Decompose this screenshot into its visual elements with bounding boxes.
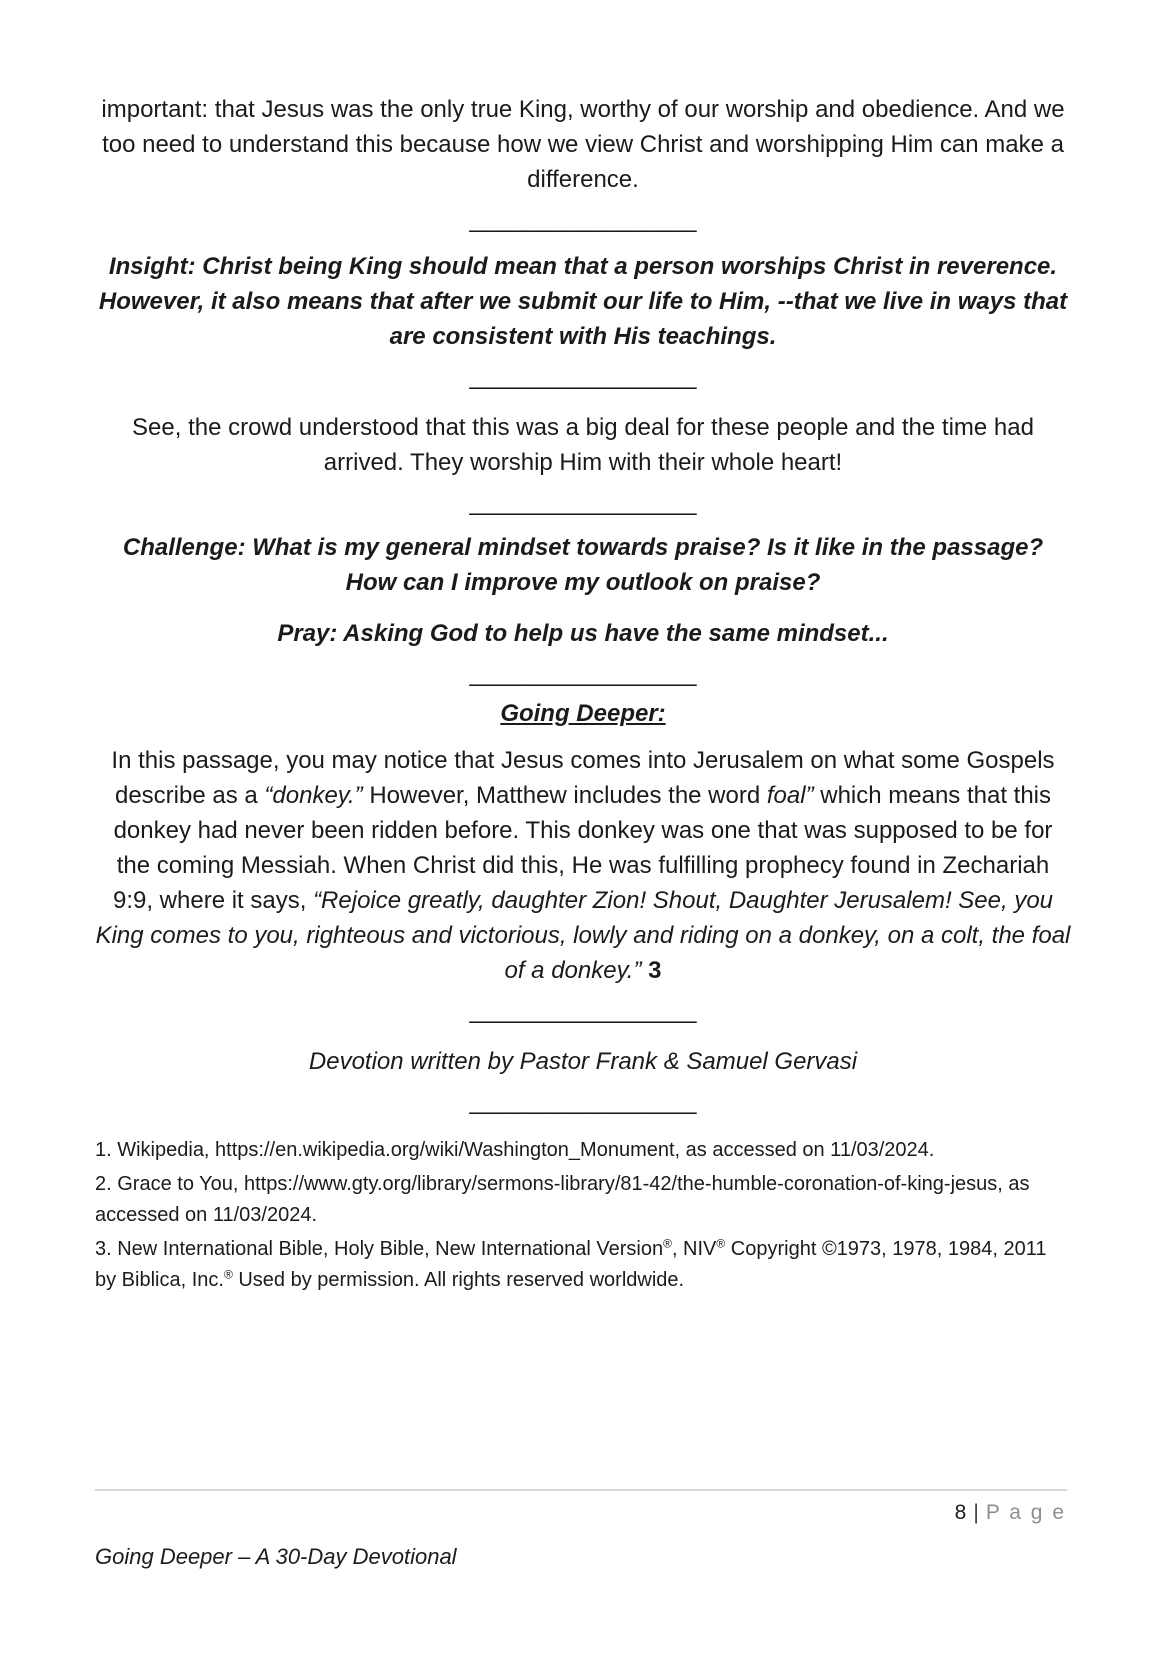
section-divider: _________________ [469, 997, 697, 1024]
pray-paragraph: Pray: Asking God to help us have the same mindset... [277, 620, 889, 647]
section-divider: _________________ [469, 363, 697, 390]
footnote-2: 2. Grace to You, https://www.gty.org/library/sermons-library/81-42/the-humble-coronation-of-king-jesus, as accessed on 11/03/2024. [95, 1173, 1030, 1226]
footnotes [95, 1135, 1071, 1296]
section-divider: _________________ [469, 1088, 697, 1115]
page-number [955, 1501, 1066, 1525]
section-divider: _________________ [469, 660, 697, 687]
crowd-paragraph: See, the crowd understood that this was a big deal for these people and the time had arrived. They worship Him with their whole heart! [132, 414, 1034, 476]
going-deeper-heading: Going Deeper: [500, 700, 666, 727]
footnote-1: 1. Wikipedia, https://en.wikipedia.org/wiki/Washington_Monument, as accessed on 11/03/2024. [95, 1139, 935, 1161]
section-divider: _________________ [469, 489, 697, 516]
intro-paragraph: important: that Jesus was the only true King, worthy of our worship and obedience. And we too need to understand this because how we view Christ and worshipping Him can make a difference. [101, 96, 1065, 193]
insight-paragraph: Insight: Christ being King should mean that a person worships Christ in reverence. However, it also means that after we submit our life to Him, --that we live in ways that are consistent with His teachings. [98, 253, 1068, 350]
author-line: Devotion written by Pastor Frank & Samuel Gervasi [308, 1048, 858, 1075]
page-number-value: 8 [954, 1501, 967, 1524]
page-number-label: P a g e [985, 1501, 1066, 1524]
document-title: Going Deeper – A 30-Day Devotional [95, 1544, 457, 1569]
section-divider: _________________ [469, 206, 697, 233]
footer-rule [95, 1489, 1067, 1491]
page-number-separator: | [973, 1501, 979, 1524]
footnote-3: 3. New International Bible, Holy Bible, New International Version®, NIV® Copyright ©1973, 1978, 1984, 2011 by Biblica, Inc.® Used by permission. All rights reserved worldwide. [95, 1236, 1047, 1291]
going-deeper-paragraph: In this passage, you may notice that Jesus comes into Jerusalem on what some Gospels describe as a “donkey.” However, Matthew includes the word foal” which means that this donkey had never been ridden before. This donkey was one that was supposed to be for the coming Messiah. When Christ did this, He was fulfilling prophecy found in Zechariah 9:9, where it says, “Rejoice greatly, daughter Zion! Shout, Daughter Jerusalem! See, you King comes to you, righteous and victorious, lowly and riding on a donkey, on a colt, the foal of a donkey.” 3 [95, 747, 1071, 984]
challenge-paragraph: Challenge: What is my general mindset towards praise? Is it like in the passage? How can I improve my outlook on praise? [122, 534, 1044, 596]
